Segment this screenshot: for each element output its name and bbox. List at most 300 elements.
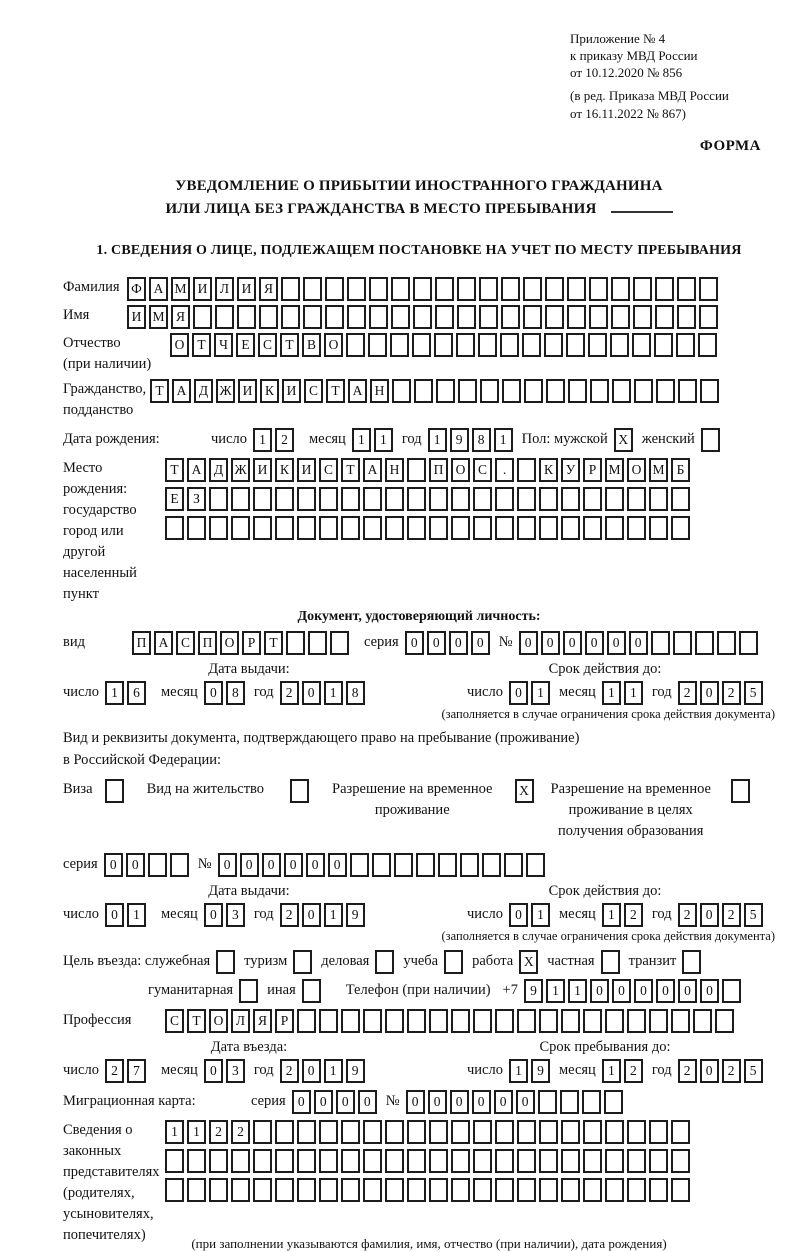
form-cell[interactable]: А [187, 458, 206, 482]
form-cell[interactable] [281, 305, 300, 329]
form-cell[interactable] [275, 1178, 294, 1202]
form-cell[interactable] [633, 277, 652, 301]
form-cell[interactable] [347, 305, 366, 329]
form-cell[interactable] [392, 379, 411, 403]
form-cell[interactable]: О [451, 458, 470, 482]
form-cell[interactable] [458, 379, 477, 403]
form-cell[interactable]: 0 [328, 853, 347, 877]
form-cell[interactable] [297, 1178, 316, 1202]
form-cell[interactable] [731, 779, 750, 803]
form-cell[interactable]: 1 [127, 903, 146, 927]
form-cell[interactable]: Р [275, 1009, 294, 1033]
form-cell[interactable]: 2 [624, 1059, 643, 1083]
form-cell[interactable] [605, 1149, 624, 1173]
form-cell[interactable]: М [605, 458, 624, 482]
form-cell[interactable]: 2 [280, 681, 299, 705]
form-cell[interactable] [649, 1178, 668, 1202]
form-cell[interactable]: 0 [656, 979, 675, 1003]
form-cell[interactable] [567, 277, 586, 301]
form-cell[interactable]: 0 [314, 1090, 333, 1114]
form-cell[interactable] [656, 379, 675, 403]
form-cell[interactable] [522, 333, 541, 357]
form-cell[interactable] [583, 487, 602, 511]
form-cell[interactable]: Р [583, 458, 602, 482]
form-cell[interactable] [601, 950, 620, 974]
form-cell[interactable] [436, 379, 455, 403]
form-cell[interactable]: М [171, 277, 190, 301]
form-cell[interactable] [363, 1009, 382, 1033]
form-cell[interactable]: 0 [516, 1090, 535, 1114]
form-cell[interactable] [517, 1149, 536, 1173]
form-cell[interactable]: М [649, 458, 668, 482]
form-cell[interactable]: К [260, 379, 279, 403]
form-cell[interactable] [341, 516, 360, 540]
form-cell[interactable] [165, 516, 184, 540]
form-cell[interactable]: Т [264, 631, 283, 655]
form-cell[interactable] [413, 305, 432, 329]
form-cell[interactable]: 2 [209, 1120, 228, 1144]
form-cell[interactable] [590, 379, 609, 403]
form-cell[interactable] [495, 487, 514, 511]
form-cell[interactable]: 2 [105, 1059, 124, 1083]
form-cell[interactable] [239, 979, 258, 1003]
form-cell[interactable] [281, 277, 300, 301]
form-cell[interactable] [253, 1149, 272, 1173]
form-cell[interactable] [346, 333, 365, 357]
form-cell[interactable]: 2 [678, 681, 697, 705]
form-cell[interactable]: 0 [240, 853, 259, 877]
form-cell[interactable] [561, 516, 580, 540]
form-cell[interactable] [451, 487, 470, 511]
form-cell[interactable] [627, 1009, 646, 1033]
form-cell[interactable] [700, 379, 719, 403]
form-cell[interactable]: 0 [406, 1090, 425, 1114]
form-cell[interactable]: X [614, 428, 633, 452]
form-cell[interactable]: 9 [450, 428, 469, 452]
form-cell[interactable]: 6 [127, 681, 146, 705]
form-cell[interactable] [319, 516, 338, 540]
form-cell[interactable] [275, 516, 294, 540]
form-cell[interactable]: Я [253, 1009, 272, 1033]
form-cell[interactable]: 2 [280, 1059, 299, 1083]
form-cell[interactable] [649, 516, 668, 540]
form-cell[interactable]: И [237, 277, 256, 301]
form-cell[interactable]: X [519, 950, 538, 974]
form-cell[interactable] [695, 631, 714, 655]
form-cell[interactable]: Т [150, 379, 169, 403]
form-cell[interactable]: 0 [678, 979, 697, 1003]
form-cell[interactable] [605, 1178, 624, 1202]
form-cell[interactable]: 2 [722, 903, 741, 927]
form-cell[interactable] [612, 379, 631, 403]
form-cell[interactable]: 8 [346, 681, 365, 705]
form-cell[interactable]: С [304, 379, 323, 403]
form-cell[interactable] [394, 853, 413, 877]
form-cell[interactable] [568, 379, 587, 403]
form-cell[interactable]: Д [194, 379, 213, 403]
form-cell[interactable] [391, 277, 410, 301]
form-cell[interactable] [566, 333, 585, 357]
form-cell[interactable] [473, 1149, 492, 1173]
form-cell[interactable] [319, 1009, 338, 1033]
form-cell[interactable]: 0 [292, 1090, 311, 1114]
form-cell[interactable] [627, 1178, 646, 1202]
form-cell[interactable] [429, 1120, 448, 1144]
form-cell[interactable]: 0 [519, 631, 538, 655]
form-cell[interactable] [479, 277, 498, 301]
form-cell[interactable] [682, 950, 701, 974]
form-cell[interactable] [583, 1120, 602, 1144]
form-cell[interactable] [231, 487, 250, 511]
form-cell[interactable] [717, 631, 736, 655]
form-cell[interactable] [390, 333, 409, 357]
form-cell[interactable] [341, 487, 360, 511]
form-cell[interactable] [325, 277, 344, 301]
form-cell[interactable] [369, 305, 388, 329]
form-cell[interactable]: 0 [450, 1090, 469, 1114]
form-cell[interactable] [341, 1120, 360, 1144]
form-cell[interactable] [671, 516, 690, 540]
form-cell[interactable] [699, 277, 718, 301]
form-cell[interactable]: 1 [531, 903, 550, 927]
form-cell[interactable] [473, 487, 492, 511]
form-cell[interactable] [438, 853, 457, 877]
form-cell[interactable] [165, 1178, 184, 1202]
form-cell[interactable]: П [132, 631, 151, 655]
form-cell[interactable] [451, 516, 470, 540]
form-cell[interactable] [275, 1149, 294, 1173]
form-cell[interactable] [561, 1120, 580, 1144]
form-cell[interactable] [297, 1009, 316, 1033]
form-cell[interactable]: Е [236, 333, 255, 357]
form-cell[interactable]: С [319, 458, 338, 482]
form-cell[interactable] [627, 1149, 646, 1173]
form-cell[interactable] [237, 305, 256, 329]
form-cell[interactable] [610, 333, 629, 357]
form-cell[interactable]: 0 [405, 631, 424, 655]
form-cell[interactable]: 3 [226, 903, 245, 927]
form-cell[interactable] [583, 1009, 602, 1033]
form-cell[interactable] [275, 1120, 294, 1144]
form-cell[interactable] [385, 1149, 404, 1173]
form-cell[interactable] [567, 305, 586, 329]
form-cell[interactable] [165, 1149, 184, 1173]
form-cell[interactable] [253, 516, 272, 540]
form-cell[interactable] [308, 631, 327, 655]
form-cell[interactable] [698, 333, 717, 357]
form-cell[interactable]: 0 [629, 631, 648, 655]
form-cell[interactable] [253, 1120, 272, 1144]
form-cell[interactable] [539, 1120, 558, 1144]
form-cell[interactable] [457, 277, 476, 301]
form-cell[interactable] [605, 1120, 624, 1144]
form-cell[interactable] [341, 1149, 360, 1173]
form-cell[interactable] [429, 1149, 448, 1173]
form-cell[interactable] [605, 487, 624, 511]
form-cell[interactable] [524, 379, 543, 403]
form-cell[interactable]: 0 [306, 853, 325, 877]
form-cell[interactable] [649, 1149, 668, 1173]
form-cell[interactable] [539, 1149, 558, 1173]
form-cell[interactable] [416, 853, 435, 877]
form-cell[interactable] [611, 277, 630, 301]
form-cell[interactable]: 0 [105, 903, 124, 927]
form-cell[interactable] [457, 305, 476, 329]
form-cell[interactable]: А [348, 379, 367, 403]
form-cell[interactable] [368, 333, 387, 357]
form-cell[interactable]: Л [215, 277, 234, 301]
form-cell[interactable] [451, 1178, 470, 1202]
form-cell[interactable]: 9 [531, 1059, 550, 1083]
form-cell[interactable] [473, 1178, 492, 1202]
form-cell[interactable]: С [176, 631, 195, 655]
form-cell[interactable] [350, 853, 369, 877]
form-cell[interactable] [385, 487, 404, 511]
form-cell[interactable] [215, 305, 234, 329]
form-cell[interactable] [330, 631, 349, 655]
form-cell[interactable]: В [302, 333, 321, 357]
form-cell[interactable]: 2 [678, 1059, 697, 1083]
form-cell[interactable]: 0 [700, 979, 719, 1003]
form-cell[interactable] [435, 305, 454, 329]
form-cell[interactable]: К [275, 458, 294, 482]
form-cell[interactable]: 0 [494, 1090, 513, 1114]
form-cell[interactable]: Ч [214, 333, 233, 357]
form-cell[interactable] [526, 853, 545, 877]
form-cell[interactable]: Н [385, 458, 404, 482]
form-cell[interactable] [297, 1149, 316, 1173]
form-cell[interactable]: У [561, 458, 580, 482]
form-cell[interactable] [372, 853, 391, 877]
form-cell[interactable] [375, 950, 394, 974]
form-cell[interactable]: К [539, 458, 558, 482]
form-cell[interactable] [655, 305, 674, 329]
form-cell[interactable] [391, 305, 410, 329]
form-cell[interactable] [412, 333, 431, 357]
form-cell[interactable] [325, 305, 344, 329]
form-cell[interactable] [385, 1178, 404, 1202]
form-cell[interactable]: 0 [204, 903, 223, 927]
form-cell[interactable]: 1 [324, 1059, 343, 1083]
form-cell[interactable] [473, 1009, 492, 1033]
form-cell[interactable]: 0 [302, 1059, 321, 1083]
form-cell[interactable] [259, 305, 278, 329]
form-cell[interactable] [297, 516, 316, 540]
form-cell[interactable] [216, 950, 235, 974]
form-cell[interactable]: И [238, 379, 257, 403]
form-cell[interactable] [517, 516, 536, 540]
form-cell[interactable] [502, 379, 521, 403]
form-cell[interactable]: Р [242, 631, 261, 655]
form-cell[interactable]: Д [209, 458, 228, 482]
form-cell[interactable]: П [198, 631, 217, 655]
form-cell[interactable]: 0 [472, 1090, 491, 1114]
form-cell[interactable] [187, 1149, 206, 1173]
form-cell[interactable] [451, 1120, 470, 1144]
form-cell[interactable] [649, 487, 668, 511]
form-cell[interactable] [517, 487, 536, 511]
form-cell[interactable]: X [515, 779, 534, 803]
form-cell[interactable] [303, 305, 322, 329]
form-cell[interactable] [209, 516, 228, 540]
form-cell[interactable] [583, 516, 602, 540]
form-cell[interactable]: 0 [336, 1090, 355, 1114]
form-cell[interactable]: 0 [509, 681, 528, 705]
form-cell[interactable]: О [220, 631, 239, 655]
form-cell[interactable]: З [187, 487, 206, 511]
form-cell[interactable] [523, 277, 542, 301]
form-cell[interactable]: 1 [187, 1120, 206, 1144]
form-cell[interactable] [545, 277, 564, 301]
form-cell[interactable] [495, 1178, 514, 1202]
form-cell[interactable] [523, 305, 542, 329]
form-cell[interactable]: 0 [218, 853, 237, 877]
form-cell[interactable] [473, 516, 492, 540]
form-cell[interactable] [363, 1149, 382, 1173]
form-cell[interactable]: Ф [127, 277, 146, 301]
form-cell[interactable] [504, 853, 523, 877]
form-cell[interactable] [517, 458, 536, 482]
form-cell[interactable] [739, 631, 758, 655]
form-cell[interactable] [414, 379, 433, 403]
form-cell[interactable] [538, 1090, 557, 1114]
form-cell[interactable] [429, 487, 448, 511]
form-cell[interactable] [407, 1178, 426, 1202]
form-cell[interactable] [297, 1120, 316, 1144]
form-cell[interactable]: 8 [472, 428, 491, 452]
form-cell[interactable]: 2 [280, 903, 299, 927]
form-cell[interactable] [671, 1009, 690, 1033]
form-cell[interactable] [429, 1178, 448, 1202]
form-cell[interactable] [460, 853, 479, 877]
form-cell[interactable] [407, 458, 426, 482]
form-cell[interactable]: С [165, 1009, 184, 1033]
form-cell[interactable] [673, 631, 692, 655]
form-cell[interactable] [517, 1178, 536, 1202]
form-cell[interactable] [451, 1009, 470, 1033]
form-cell[interactable]: 0 [541, 631, 560, 655]
form-cell[interactable] [407, 516, 426, 540]
form-cell[interactable] [649, 1120, 668, 1144]
form-cell[interactable] [649, 1009, 668, 1033]
form-cell[interactable]: 0 [126, 853, 145, 877]
form-cell[interactable] [589, 277, 608, 301]
form-cell[interactable] [478, 333, 497, 357]
form-cell[interactable]: 1 [324, 903, 343, 927]
form-cell[interactable]: Е [165, 487, 184, 511]
form-cell[interactable] [209, 487, 228, 511]
form-cell[interactable] [193, 305, 212, 329]
form-cell[interactable] [456, 333, 475, 357]
form-cell[interactable] [479, 305, 498, 329]
form-cell[interactable] [632, 333, 651, 357]
form-cell[interactable] [560, 1090, 579, 1114]
form-cell[interactable]: О [324, 333, 343, 357]
form-cell[interactable]: 2 [722, 1059, 741, 1083]
form-cell[interactable]: Н [370, 379, 389, 403]
form-cell[interactable]: 1 [624, 681, 643, 705]
form-cell[interactable] [517, 1009, 536, 1033]
form-cell[interactable]: 1 [602, 903, 621, 927]
form-cell[interactable]: 0 [607, 631, 626, 655]
form-cell[interactable] [671, 1178, 690, 1202]
form-cell[interactable]: И [253, 458, 272, 482]
form-cell[interactable]: Ж [231, 458, 250, 482]
form-cell[interactable] [501, 305, 520, 329]
form-cell[interactable]: 0 [428, 1090, 447, 1114]
form-cell[interactable] [253, 1178, 272, 1202]
form-cell[interactable] [605, 1009, 624, 1033]
form-cell[interactable]: 9 [524, 979, 543, 1003]
form-cell[interactable] [501, 277, 520, 301]
form-cell[interactable]: И [282, 379, 301, 403]
form-cell[interactable] [319, 487, 338, 511]
form-cell[interactable] [545, 305, 564, 329]
form-cell[interactable]: Ж [216, 379, 235, 403]
form-cell[interactable] [589, 305, 608, 329]
form-cell[interactable] [611, 305, 630, 329]
form-cell[interactable] [677, 277, 696, 301]
form-cell[interactable]: 0 [585, 631, 604, 655]
form-cell[interactable]: Я [259, 277, 278, 301]
form-cell[interactable]: 0 [204, 681, 223, 705]
form-cell[interactable] [435, 277, 454, 301]
form-cell[interactable] [582, 1090, 601, 1114]
form-cell[interactable]: И [127, 305, 146, 329]
form-cell[interactable]: 0 [104, 853, 123, 877]
form-cell[interactable] [319, 1120, 338, 1144]
form-cell[interactable] [451, 1149, 470, 1173]
form-cell[interactable] [539, 1009, 558, 1033]
form-cell[interactable]: 0 [471, 631, 490, 655]
form-cell[interactable] [546, 379, 565, 403]
form-cell[interactable] [676, 333, 695, 357]
form-cell[interactable]: 0 [302, 903, 321, 927]
form-cell[interactable]: 1 [352, 428, 371, 452]
form-cell[interactable] [187, 516, 206, 540]
form-cell[interactable] [170, 853, 189, 877]
form-cell[interactable]: 7 [127, 1059, 146, 1083]
form-cell[interactable]: 2 [678, 903, 697, 927]
form-cell[interactable]: 2 [275, 428, 294, 452]
form-cell[interactable] [303, 277, 322, 301]
form-cell[interactable]: 9 [346, 1059, 365, 1083]
form-cell[interactable] [444, 950, 463, 974]
form-cell[interactable] [495, 1120, 514, 1144]
form-cell[interactable] [385, 1120, 404, 1144]
form-cell[interactable]: 5 [744, 1059, 763, 1083]
form-cell[interactable] [699, 305, 718, 329]
form-cell[interactable]: . [495, 458, 514, 482]
form-cell[interactable] [407, 1009, 426, 1033]
form-cell[interactable] [363, 487, 382, 511]
form-cell[interactable]: 1 [509, 1059, 528, 1083]
form-cell[interactable] [187, 1178, 206, 1202]
form-cell[interactable] [286, 631, 305, 655]
form-cell[interactable] [407, 487, 426, 511]
form-cell[interactable]: 3 [226, 1059, 245, 1083]
form-cell[interactable]: 0 [449, 631, 468, 655]
form-cell[interactable]: 1 [602, 1059, 621, 1083]
form-cell[interactable] [561, 487, 580, 511]
form-cell[interactable] [633, 305, 652, 329]
form-cell[interactable] [627, 1120, 646, 1144]
form-cell[interactable] [671, 487, 690, 511]
form-cell[interactable]: 0 [563, 631, 582, 655]
form-cell[interactable] [677, 305, 696, 329]
form-cell[interactable]: П [429, 458, 448, 482]
form-cell[interactable] [678, 379, 697, 403]
